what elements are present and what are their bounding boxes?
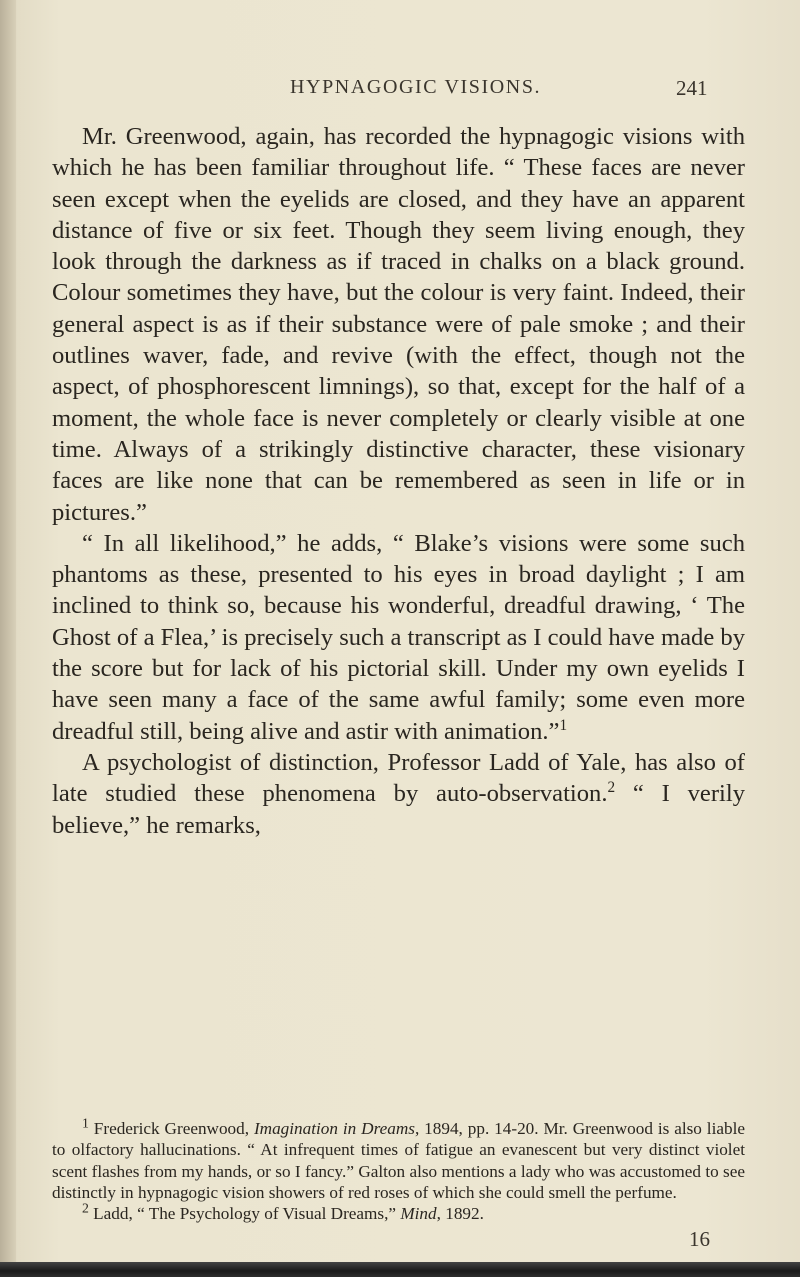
paragraph-blake-text: “ In all likelihood,” he adds, “ Blake’s visions were some such phantoms as these, presented to his eyes in broad daylight ; I am inclined to think so, because his wonderful, dreadful drawing, ‘ The Ghost of a Flea,’ is precisely such a transcript as I could have made by the score but for lack of his pictorial skill. Under my own eyelids I have seen many a face of the same awful family; some even more dreadful still, being alive and astir with animation.”: [52, 529, 745, 745]
footnote-1-title: Imagination in Dreams: [253, 1119, 415, 1138]
paragraph-ladd-quote: “ I verily believe,” he remarks,: [52, 780, 745, 839]
footnote-1-text-b: , 1894, pp. 14-20. Mr. Greenwood is also liable to olfactory hallucinations. “ At infrequent times of fatigue an evanescent but very distinct violet scent flashes from my hands, or so I fancy.” Galton also mentions a lady who was accustomed to see distinctly in hypnagogic vision showers of red roses of which she could smell the perfume.: [52, 1119, 745, 1202]
running-head: HYPNAGOGIC VISIONS.: [290, 76, 542, 98]
footnote-1-text-a: Frederick Greenwood,: [88, 1119, 254, 1138]
footnote-2-text-a: Ladd, “ The Psychology of Visual Dreams,”: [88, 1204, 401, 1224]
footnote-2-mark: 2: [82, 1200, 89, 1216]
footnote-1-mark: 1: [82, 1115, 89, 1131]
book-gutter-shadow: [0, 0, 16, 1277]
footnote-2-title: Mind: [400, 1204, 437, 1224]
footnote-1: [52, 1115, 745, 1203]
footnote-ref-1: 1: [559, 716, 568, 734]
footnote-2: [52, 1200, 745, 1224]
scan-bottom-edge: [0, 1262, 800, 1277]
page-header: [0, 76, 800, 106]
page-number: 241: [676, 76, 708, 100]
footnote-ref-2: 2: [607, 779, 616, 797]
paragraph-ladd-text: A psychologist of distinction, Professor Ladd of Yale, has also of late studied these phenomena by auto-observation.: [52, 748, 745, 808]
paragraph-blake: [52, 528, 745, 747]
signature-mark: 16: [689, 1227, 710, 1251]
body-text: [52, 121, 745, 841]
paragraph-ladd: [52, 747, 745, 841]
paragraph-greenwood: Mr. Greenwood, again, has recorded the hypnagogic visions with which he has been familiar throughout life. “ These faces are never seen except when the eyelids are closed, and they have an apparent distance of five or six feet. Though they seem living enough, they look through the darkness as if traced in chalks on a black ground. Colour sometimes they have, but the colour is very faint. Indeed, their general aspect is as if their substance were of pale smoke ; and their outlines waver, fade, and revive (with the effect, though not the aspect, of phosphorescent limnings), so that, except for the half of a moment, the whole face is never completely or clearly visible at one time. Always of a strikingly distinctive character, these visionary faces are like none that can be remembered as seen in life or in pictures.”: [52, 123, 745, 526]
footnote-2-text-b: , 1892.: [436, 1204, 484, 1224]
footnotes: [52, 1115, 745, 1224]
